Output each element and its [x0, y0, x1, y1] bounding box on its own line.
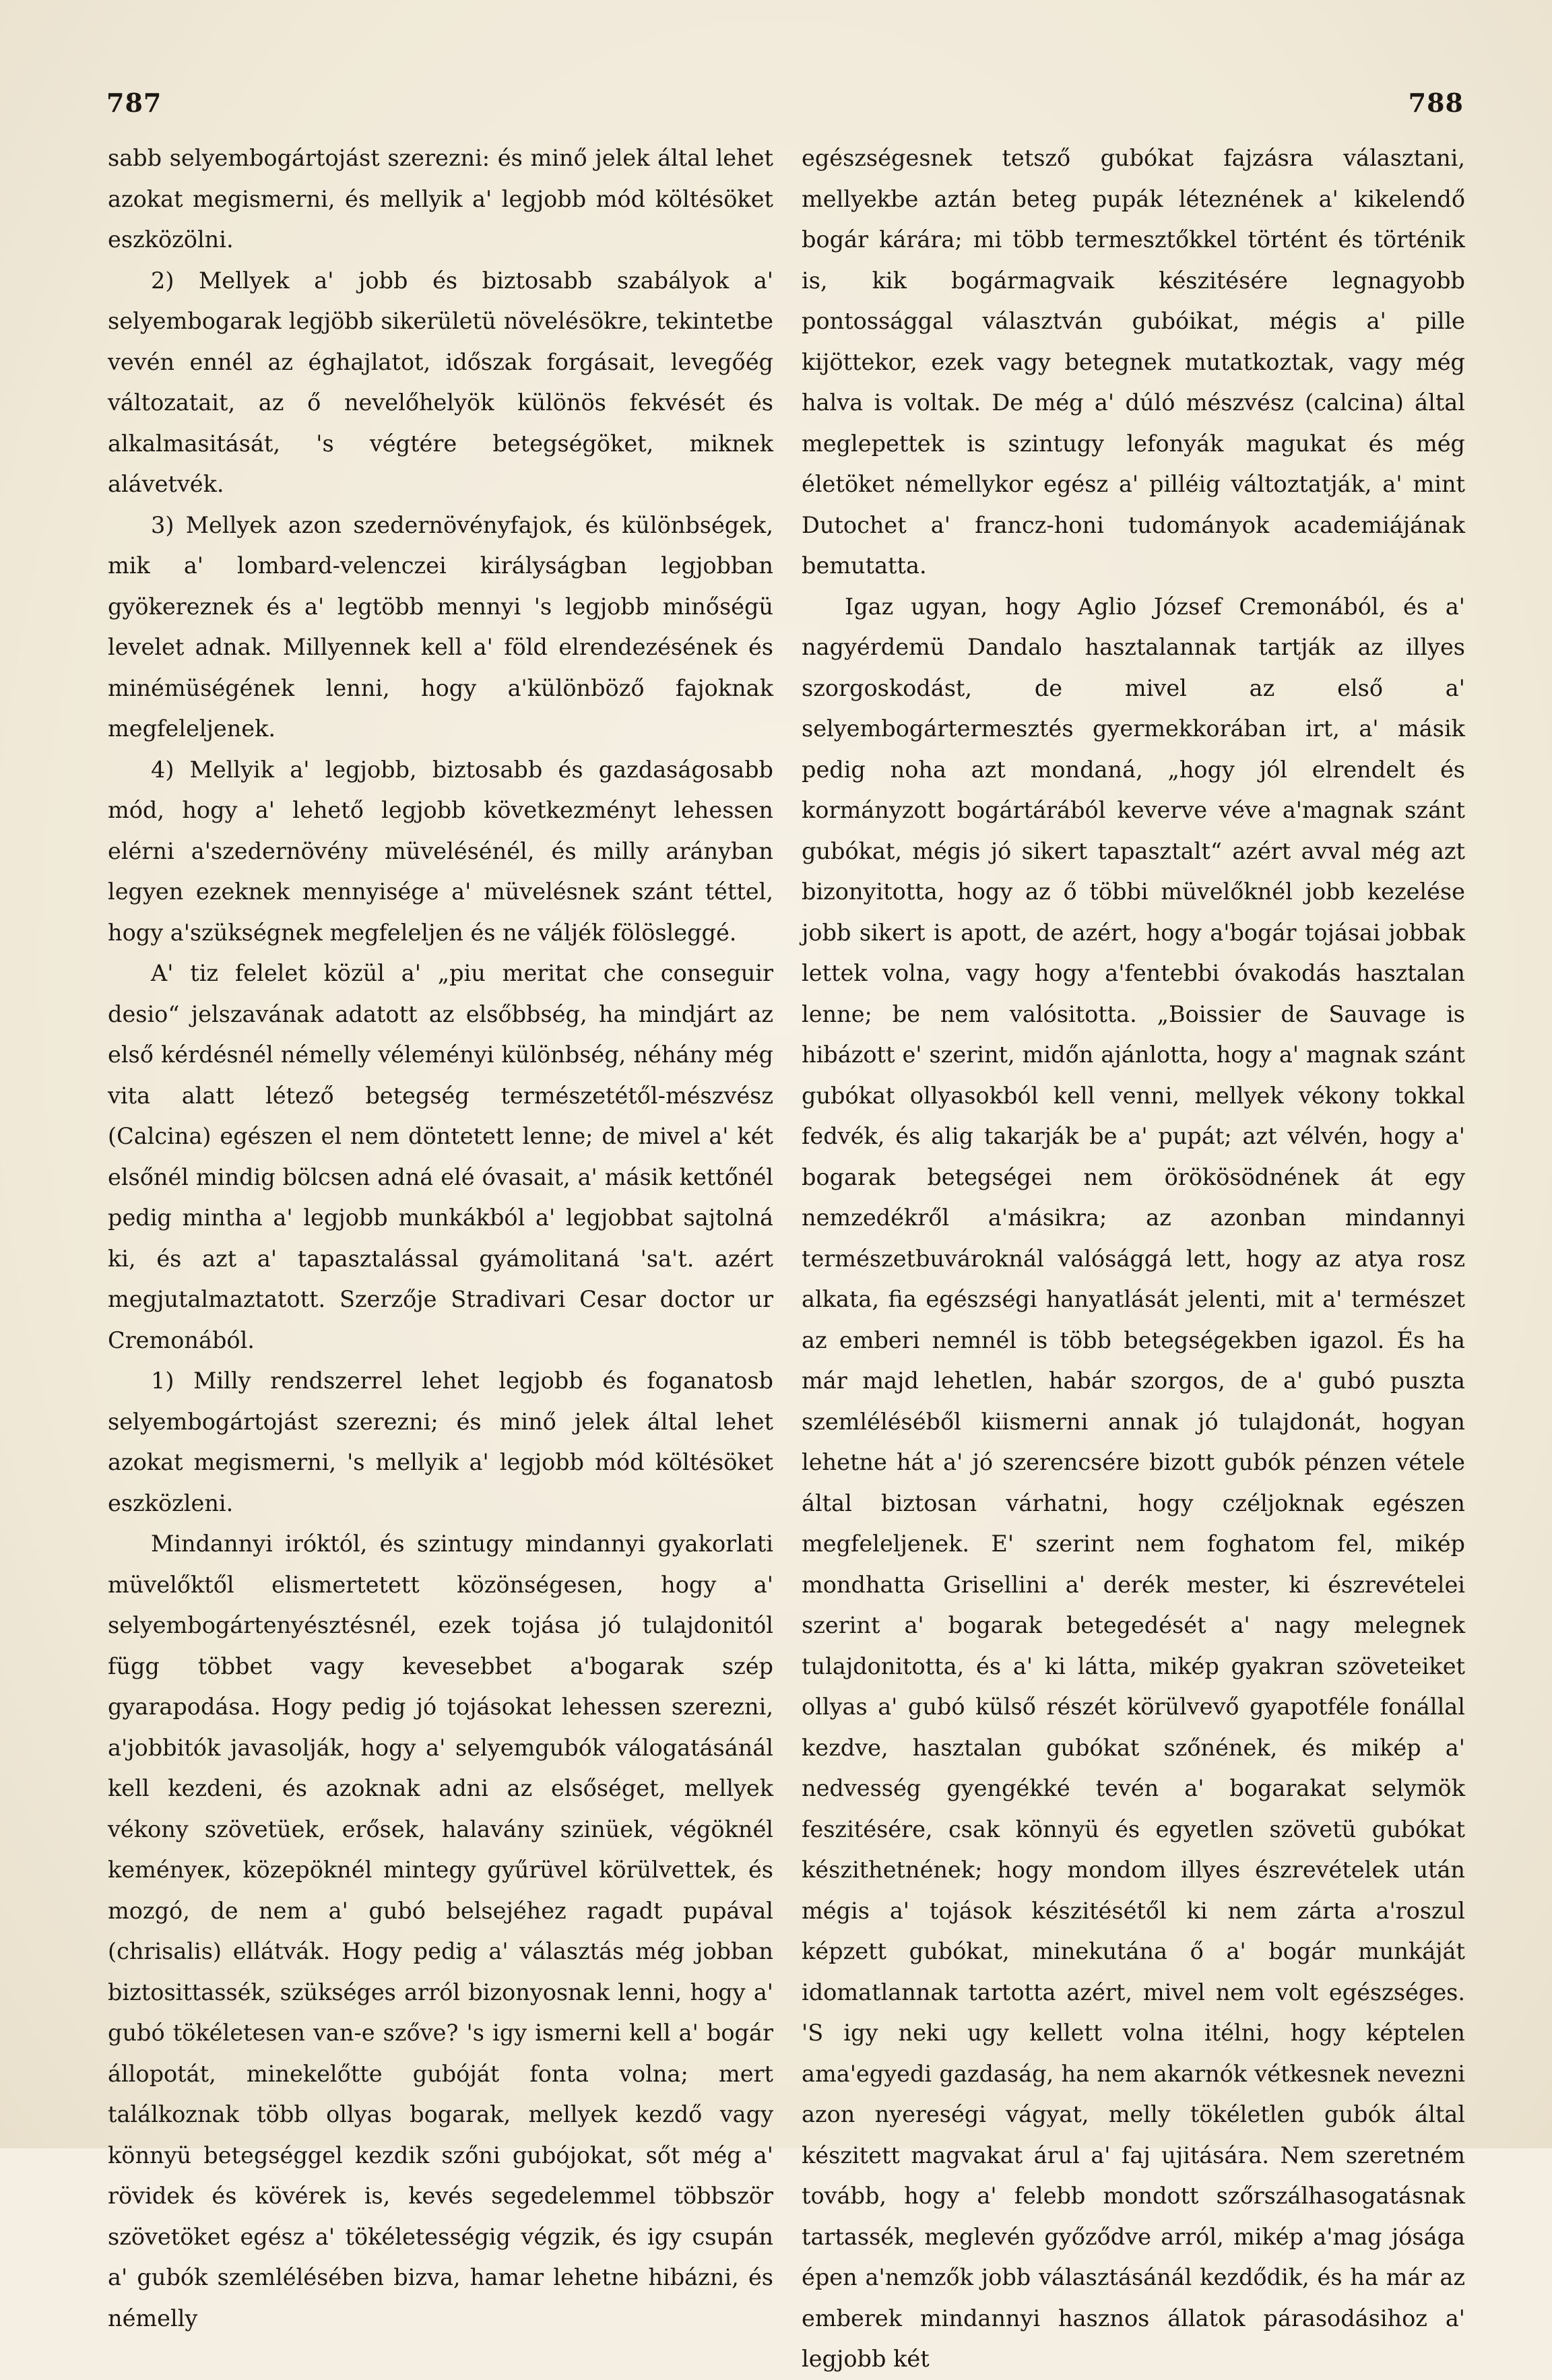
- paragraph: egészségesnek tetsző gubókat fajzásra választani, mellyekbe aztán beteg pupák léteznének a' kikelendő bogár kárára; mi több termesztőkkel történt és történik is, kik bogármagvaik készitésére legnagyobb pontossággal választván gubóikat, mégis a' pille kijöttekor, ezek vagy betegnek mutatkoztak, vagy még halva is voltak. De még a' dúló mészvész (calcina) által meglepettek is szintugy lefonyák magukat és még életöket némellykor egész a' pilléig változtatják, a' mint Dutochet a' francz-honi tudományok academiájának bemutatta.: [802, 145, 1465, 579]
- paragraph: 2) Mellyek a' jobb és biztosabb szabályok a' selyembogarak legjöbb sikerületü növelésökre, tekintetbe vevén ennél az éghajlatot, időszak forgásait, levegőég változatait, az ő nevelőhelyök különös fekvését és alkalmasitását, 's végtére betegségöket, miknek alávetvék.: [108, 267, 773, 497]
- right-column: [802, 138, 1465, 2380]
- paragraph: 4) Mellyik a' legjobb, biztosabb és gazdaságosabb mód, hogy a' lehető legjobb következményt lehessen elérni a'szedernövény müvelésénél, és milly arányban legyen ezeknek mennyisége a' müvelésnek szánt téttel, hogy a'szükségnek megfeleljen és ne váljék fölösleggé.: [108, 756, 773, 946]
- paragraph: 3) Mellyek azon szedernövényfajok, és különbségek, mik a' lombard-velenczei királyságban legjobban gyökereznek és a' legtöbb mennyi 's legjobb minőségü levelet adnak. Millyennek kell a' föld elrendezésének és minémüségének lenni, hogy a'különböző fajoknak megfeleljenek.: [108, 511, 773, 742]
- paragraph: A' tiz felelet közül a' „piu meritat che conseguir desio“ jelszavának adatott az elsőbbség, ha mindjárt az első kérdésnél némelly véleményi különbség, néhány még vita alatt létező betegség természetétől-mészvész (Calcina) egészen el nem döntetett lenne; de mivel a' két elsőnél mindig bölcsen adná elé óvasait, a' másik kettőnél pedig mintha a' legjobb munkákból a' legjobbat sajtolná ki, és azt a' tapasztalással gyámolitaná 'sa't. azért megjutalmaztatott. Szerzője Stradivari Cesar doctor ur Cremonából.: [108, 960, 773, 1353]
- page-number-left: 787: [106, 88, 162, 118]
- paragraph: sabb selyembogártojást szerezni: és minő jelek által lehet azokat megismerni, és mellyik a' legjobb mód költésöket eszközölni.: [108, 145, 773, 253]
- paragraph: Mindannyi iróktól, és szintugy mindannyi gyakorlati müvelőktől elismertetett közönségesen, hogy a' selyembogártenyésztésnél, ezek tojása jó tulajdonitól függ többet vagy kevesebbet a'bogarak szép gyarapodása. Hogy pedig jó tojásokat lehessen szerezni, a'jobbitók javasolják, hogy a' selyemgubók válogatásánál kell kezdeni, és azoknak adni az elsőséget, mellyek vékony szövetüek, erősek, halavány szinüek, végöknél keményeк, közepöknél mintegy gyűrüvel körülvettek, és mozgó, de nem a' gubó belsejéhez ragadt pupával (chrisalis) ellátvák. Hogy pedig a' választás még jobban biztosittassék, szükséges arról bizonyosnak lenni, hogy a' gubó tökéletesen van-e szőve? 's igy ismerni kell a' bogár állopotát, minekelőtte gubóját fonta volna; mert találkoznak több ollyas bogarak, mellyek kezdő vagy könnyü betegséggel kezdik szőni gubójokat, sőt még a' rövidek és kövérek is, kevés segedelemmel többször szövetöket egész a' tökéletességig végzik, és igy csupán a' gubók szemlélésében bizva, hamar lehetne hibázni, és némelly: [108, 1531, 773, 2331]
- paragraph: 1) Milly rendszerrel lehet legjobb és foganatosb selyembogártojást szerezni; és minő jelek által lehet azokat megismerni, 's mellyik a' legjobb mód költésöket eszközleni.: [108, 1368, 773, 1516]
- page-number-right: 788: [1408, 88, 1464, 118]
- paragraph: Igaz ugyan, hogy Aglio József Cremonából, és a' nagyérdemü Dandalo hasztalannak tartják az illyes szorgoskodást, de mivel az első a' selyembogártermesztés gyermekkorában irt, a' másik pedig noha azt mondaná, „hogy jól elrendelt és kormányzott bogártárából keverve véve a'magnak szánt gubókat, mégis jó sikert tapasztalt“ azért avval még azt bizonyitotta, hogy az ő többi müvelőknél jobb kezelése jobb sikert is apott, de azért, hogy a'bogár tojásai jobbak lettek volna, vagy hogy a'fentebbi óvakodás hasztalan lenne; be nem valósitotta. „Boissier de Sauvage is hibázott e' szerint, midőn ajánlotta, hogy a' magnak szánt gubókat ollyasokból kell venni, mellyek vékony tokkal fedvék, és alig takarják be a' pupát; azt vélvén, hogy a' bogarak betegségei nem örökösödnének át egy nemzedékről a'másikra; az azonban mindannyi természetbuvároknál valósággá lett, hogy az atya rosz alkata, fia egészségi hanyatlását jelenti, mit a' természet az emberi nemnél is több betegségekben igazol. És ha már majd lehetlen, habár szorgos, de a' gubó puszta szemléléséből kiismerni annak jó tulajdonát, hogyan lehetne hát a' jó szerencsére bizott gubók pénzen vétele által biztosan várhatni, hogy czéljoknak egészen megfeleljenek. E' szerint nem foghatom fel, mikép mondhatta Grisellini a' derék mester, ki észrevételei szerint a' bogarak betegedését a' nagy melegnek tulajdonitotta, és a' ki látta, mikép gyakran szöveteiket ollyas a' gubó külső részét körülvevő gyapotféle fonállal kezdve, hasztalan gubókat szőnének, és mikép a' nedvesség gyengékké tevén a' bogarakat selymök feszitésére, csak könnyü és egyetlen szövetü gubókat készithetnének; hogy mondom illyes észrevételek után mégis a' tojások készitésétől ki nem zárta a'roszul képzett gubókat, minekutána ő a' bogár munkáját idomatlannak tartotta azért, mivel nem volt egészséges. 'S igy neki ugy kellett volna itélni, hogy képtelen ama'egyedi gazdaság, ha nem akarnók vétkesnek nevezni azon nyereségi vágyat, melly tökéletlen gubók által készitett magvakat árul a' faj ujitására. Nem szeretném tovább, hogy a' felebb mondott szőrszálhasogatásnak tartassék, meglevén győződve arról, mikép a'mag jósága épen a'nemzők jobb választásánál kezdődik, és ha már az emberek mindannyi hasznos állatok párasodásihoz a' legjobb két: [802, 593, 1465, 2372]
- left-column: [108, 138, 773, 2339]
